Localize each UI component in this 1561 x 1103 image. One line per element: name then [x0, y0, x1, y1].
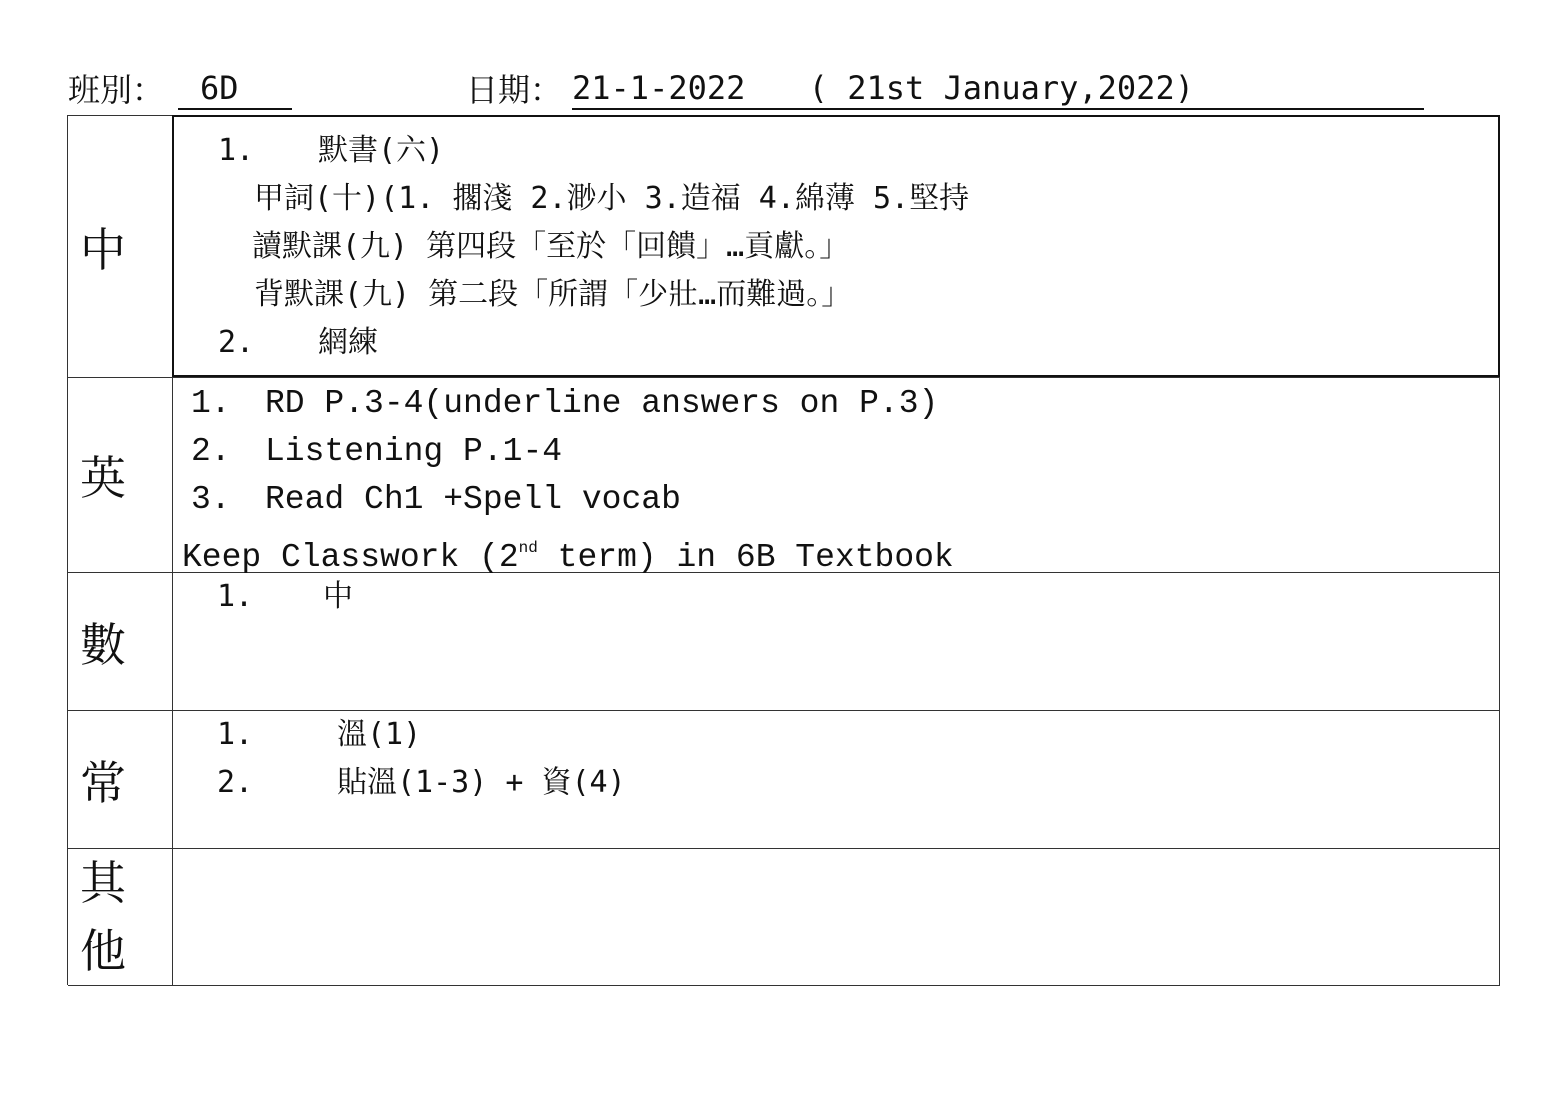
list-item: 背默課(九) 第二段「所謂「少壯…而難過。」: [254, 277, 852, 312]
date-label: 日期：: [466, 71, 563, 109]
item-text: Read Ch1 +Spell vocab: [265, 481, 681, 518]
item-number: 1.: [217, 717, 254, 752]
content-math: [173, 573, 1500, 710]
item-text: Listening P.1-4: [265, 433, 563, 470]
list-item: 讀默課(九) 第四段「至於「回饋」…貢獻。」: [252, 229, 850, 264]
row-english: [68, 378, 1500, 576]
item-text: 溫(1): [337, 717, 422, 752]
subject-chinese: 中: [68, 116, 173, 377]
list-item: 甲詞(十)(1. 擱淺 2.渺小 3.造福 4.綿薄 5.堅持: [254, 181, 970, 216]
subject-general-studies: 常: [68, 711, 173, 848]
item-text: 網練: [318, 325, 378, 360]
content-others: [173, 849, 1500, 985]
item-number: 2.: [218, 325, 255, 360]
content-english: [173, 378, 1500, 576]
content-chinese: [172, 115, 1500, 377]
list-item: [217, 713, 422, 757]
item-text: 貼溫(1-3) + 資(4): [337, 765, 626, 800]
class-label: 班別：: [68, 71, 165, 109]
item-text: 默書(六): [318, 133, 445, 168]
subject-english: 英: [68, 378, 173, 572]
class-value: 6D: [178, 68, 292, 110]
subject-math: 數: [68, 573, 173, 710]
item-text: RD P.3-4(underline answers on P.3): [265, 385, 939, 422]
content-general-studies: [173, 711, 1500, 848]
date-english: ( 21st January,2022): [808, 69, 1194, 107]
row-general-studies: [68, 711, 1500, 849]
subject-others-line2: 他: [80, 924, 126, 978]
subject-others: [68, 849, 173, 985]
item-text: 中: [323, 579, 353, 614]
subject-others-line1: 其: [80, 856, 126, 910]
item-number: 1.: [191, 385, 231, 422]
item-number: 1.: [218, 133, 255, 168]
homework-header: [68, 68, 1468, 112]
list-item: [217, 575, 353, 619]
row-others: [68, 849, 1500, 986]
homework-table: [67, 115, 1499, 985]
list-item: [191, 430, 563, 474]
classwork-note: Keep Classwork (2nd term) in 6B Textbook: [182, 539, 954, 576]
row-chinese: [68, 116, 1500, 378]
list-item: [191, 478, 681, 522]
item-number: 3.: [191, 481, 231, 518]
list-item: [218, 129, 445, 173]
date-field: [572, 68, 1424, 110]
date-value: 21-1-2022: [572, 69, 746, 107]
list-item: [217, 761, 626, 805]
list-item: [218, 321, 378, 365]
item-number: 1.: [217, 579, 254, 614]
item-number: 2.: [191, 433, 231, 470]
item-number: 2.: [217, 765, 254, 800]
row-math: [68, 573, 1500, 711]
list-item: [191, 382, 939, 426]
